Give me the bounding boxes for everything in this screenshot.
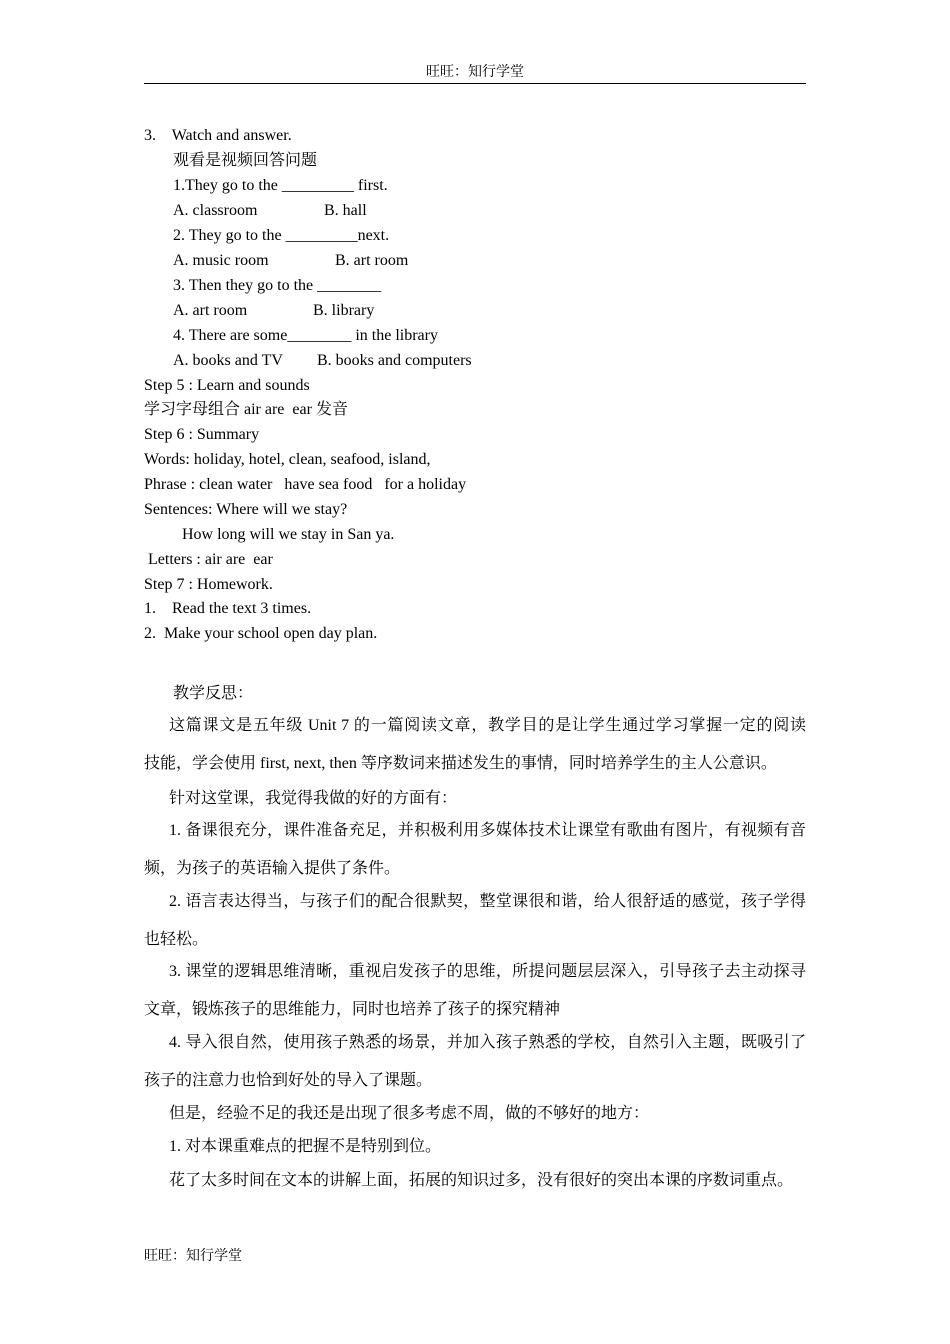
- reflection-paragraph-shortcomings: 但是，经验不足的我还是出现了很多考虑不周，做的不够好的地方：: [169, 1105, 650, 1122]
- question-2-option-a: A. music room: [173, 252, 269, 269]
- summary-phrase: Phrase : clean water have sea food for a holiday: [144, 476, 467, 493]
- step-6-heading: Step 6 : Summary: [144, 426, 260, 443]
- homework-item-1: 1. Read the text 3 times.: [144, 600, 312, 617]
- summary-sentences: Sentences: Where will we stay?: [144, 501, 348, 518]
- question-1: 1.They go to the _________ first.: [173, 177, 388, 194]
- question-3-option-b: B. library: [313, 302, 375, 319]
- reflection-title: 教学反思：: [173, 685, 254, 702]
- question-4-option-b: B. books and computers: [317, 352, 472, 369]
- reflection-point-2: 2. 语言表达得当，与孩子们的配合很默契，整堂课很和谐，给人很舒适的感觉，孩子学得: [169, 893, 806, 910]
- watch-heading: 3. Watch and answer.: [144, 127, 292, 144]
- reflection-point-4-cont: 孩子的注意力也恰到好处的导入了课题。: [144, 1072, 433, 1089]
- step-5-description: 学习字母组合 air are ear 发音: [144, 401, 348, 418]
- header-rule: [144, 83, 806, 84]
- question-1-option-a: A. classroom: [173, 202, 258, 219]
- reflection-point-2-cont: 也轻松。: [144, 931, 209, 948]
- question-3-option-a: A. art room: [173, 302, 248, 319]
- reflection-paragraph-1-cont: 技能，学会使用 first, next, then 等序数词来描述发生的事情，同时培养学生的主人公意识。: [144, 755, 777, 772]
- reflection-point-3: 3. 课堂的逻辑思维清晰，重视启发孩子的思维，所提问题层层深入，引导孩子去主动探寻: [169, 963, 806, 980]
- reflection-point-1: 1. 备课很充分，课件准备充足，并积极利用多媒体技术让课堂有歌曲有图片，有视频有音: [169, 822, 806, 839]
- page-header: 旺旺：知行学堂: [426, 65, 524, 80]
- page-footer: 旺旺：知行学堂: [144, 1249, 242, 1264]
- step-7-heading: Step 7 : Homework.: [144, 576, 273, 593]
- step-5-heading: Step 5 : Learn and sounds: [144, 377, 310, 394]
- reflection-point-1-cont: 频，为孩子的英语输入提供了条件。: [144, 860, 401, 877]
- summary-words: Words: holiday, hotel, clean, seafood, island,: [144, 451, 431, 468]
- reflection-paragraph-1: 这篇课文是五年级 Unit 7 的一篇阅读文章，教学目的是让学生通过学习掌握一定的阅读: [169, 717, 806, 734]
- reflection-shortcoming-1: 1. 对本课重难点的把握不是特别到位。: [169, 1138, 442, 1155]
- question-3: 3. Then they go to the ________: [173, 277, 382, 294]
- question-2: 2. They go to the _________next.: [173, 227, 390, 244]
- watch-subtitle: 观看是视频回答问题: [173, 152, 318, 169]
- reflection-shortcoming-1-detail: 花了太多时间在文本的讲解上面，拓展的知识过多，没有很好的突出本课的序数词重点。: [169, 1172, 794, 1189]
- reflection-point-4: 4. 导入很自然，使用孩子熟悉的场景，并加入孩子熟悉的学校，自然引入主题，既吸引了: [169, 1034, 806, 1051]
- question-4-option-a: A. books and TV: [173, 352, 283, 369]
- question-4: 4. There are some________ in the library: [173, 327, 438, 344]
- summary-letters: Letters : air are ear: [148, 551, 273, 568]
- reflection-point-3-cont: 文章，锻炼孩子的思维能力，同时也培养了孩子的探究精神: [144, 1001, 561, 1018]
- question-2-option-b: B. art room: [335, 252, 409, 269]
- reflection-paragraph-2: 针对这堂课，我觉得我做的好的方面有：: [169, 790, 458, 807]
- summary-sentence-2: How long will we stay in San ya.: [182, 526, 395, 543]
- homework-item-2: 2. Make your school open day plan.: [144, 625, 378, 642]
- question-1-option-b: B. hall: [324, 202, 367, 219]
